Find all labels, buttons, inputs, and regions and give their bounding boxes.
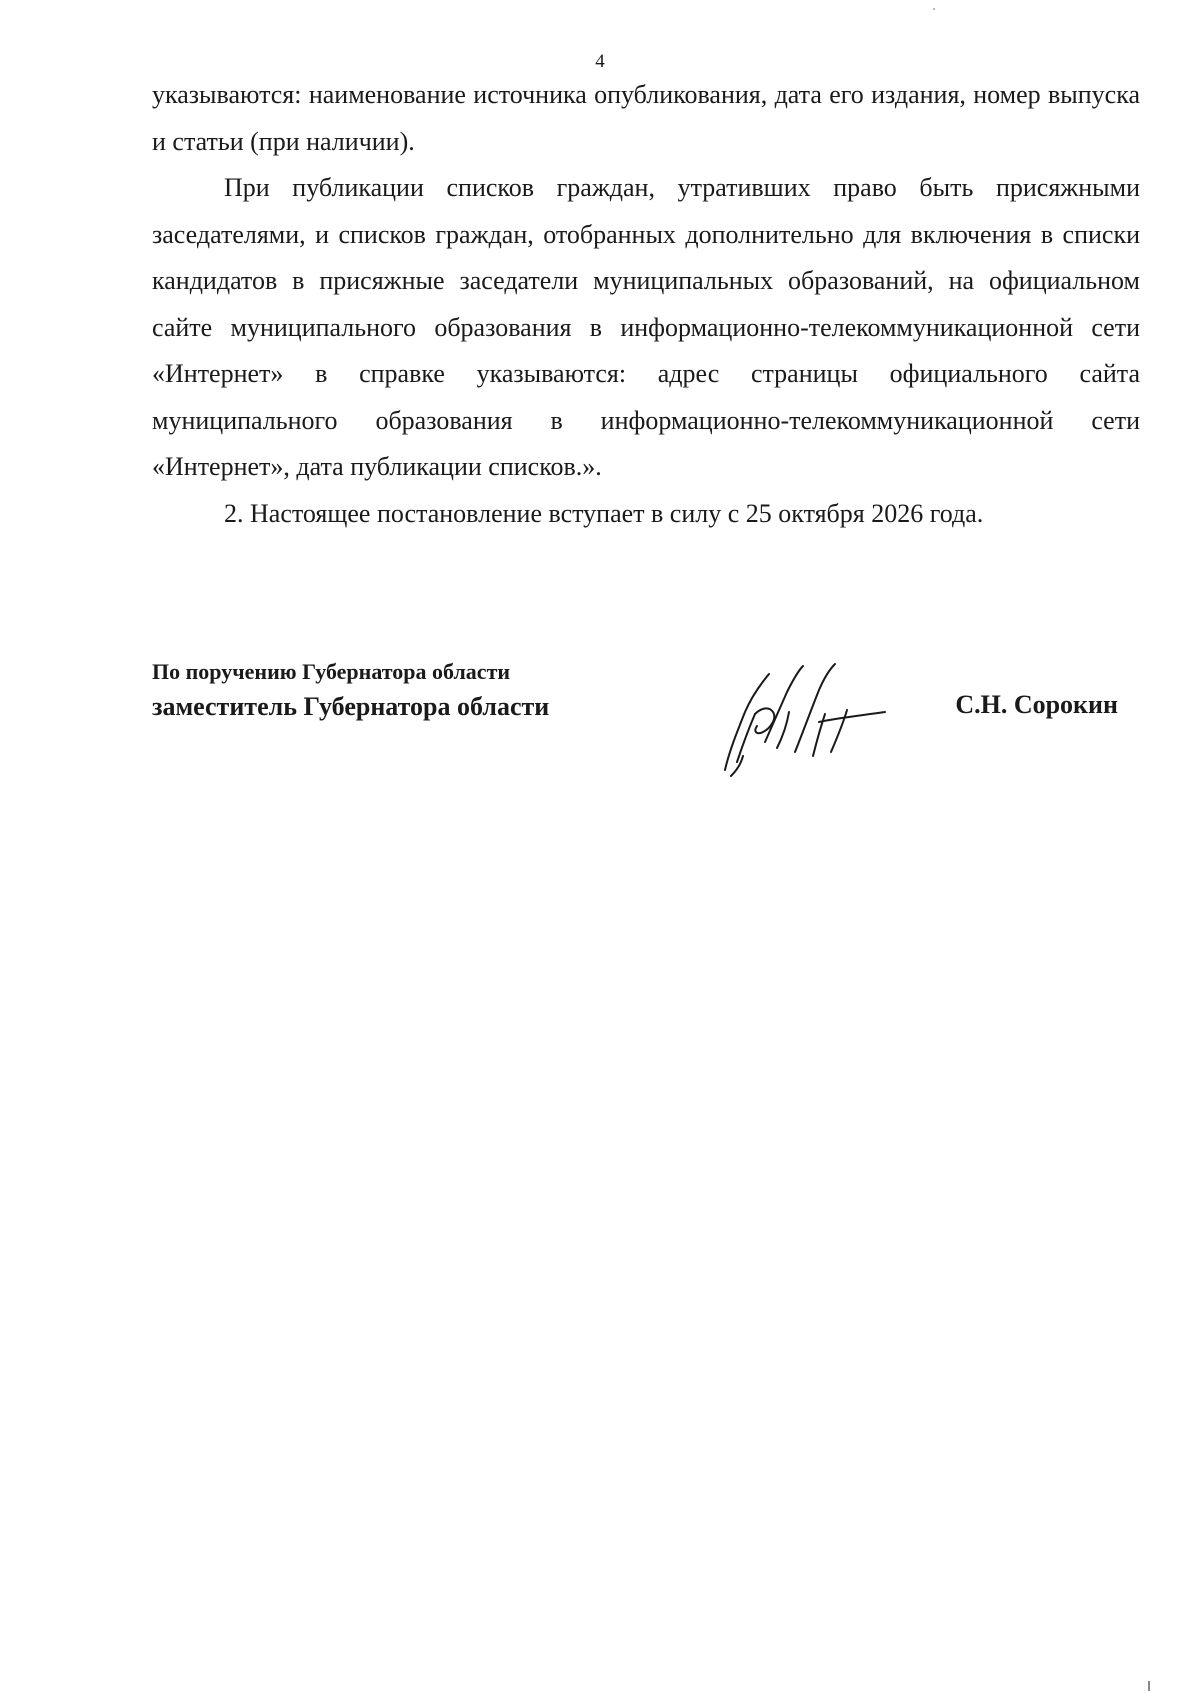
signature-block	[152, 658, 1140, 788]
scan-speck	[933, 8, 935, 10]
paragraph-publication-lists: При публикации списков граждан, утративших право быть присяжными заседателями, и списков граждан, отобранных дополнительно для включения в списки кандидатов в присяжные заседатели муниципальных образований, на официальном сайте муниципального образования в информационно-телекоммуникационной сети «Интернет» в справке указываются: адрес страницы официального сайта муниципального образования в информационно-телекоммуникационной сети «Интернет», дата публикации списков.».	[152, 173, 1140, 481]
scan-edge-mark	[1148, 1681, 1150, 1691]
signature-position-line: заместитель Губернатора области	[152, 692, 550, 721]
page-number: 4	[595, 51, 605, 72]
document-body	[152, 72, 1140, 537]
signatory-name: С.Н. Сорокин	[955, 690, 1118, 719]
paragraph-effective-date: 2. Настоящее постановление вступает в силу с 25 октября 2026 года.	[224, 498, 984, 528]
handwritten-signature-icon	[707, 652, 907, 782]
signature-authority-line: По поручению Губернатора области	[152, 659, 511, 684]
paragraph-continuation: указываются: наименование источника опубликования, дата его издания, номер выпуска и статьи (при наличии).	[152, 80, 1140, 156]
